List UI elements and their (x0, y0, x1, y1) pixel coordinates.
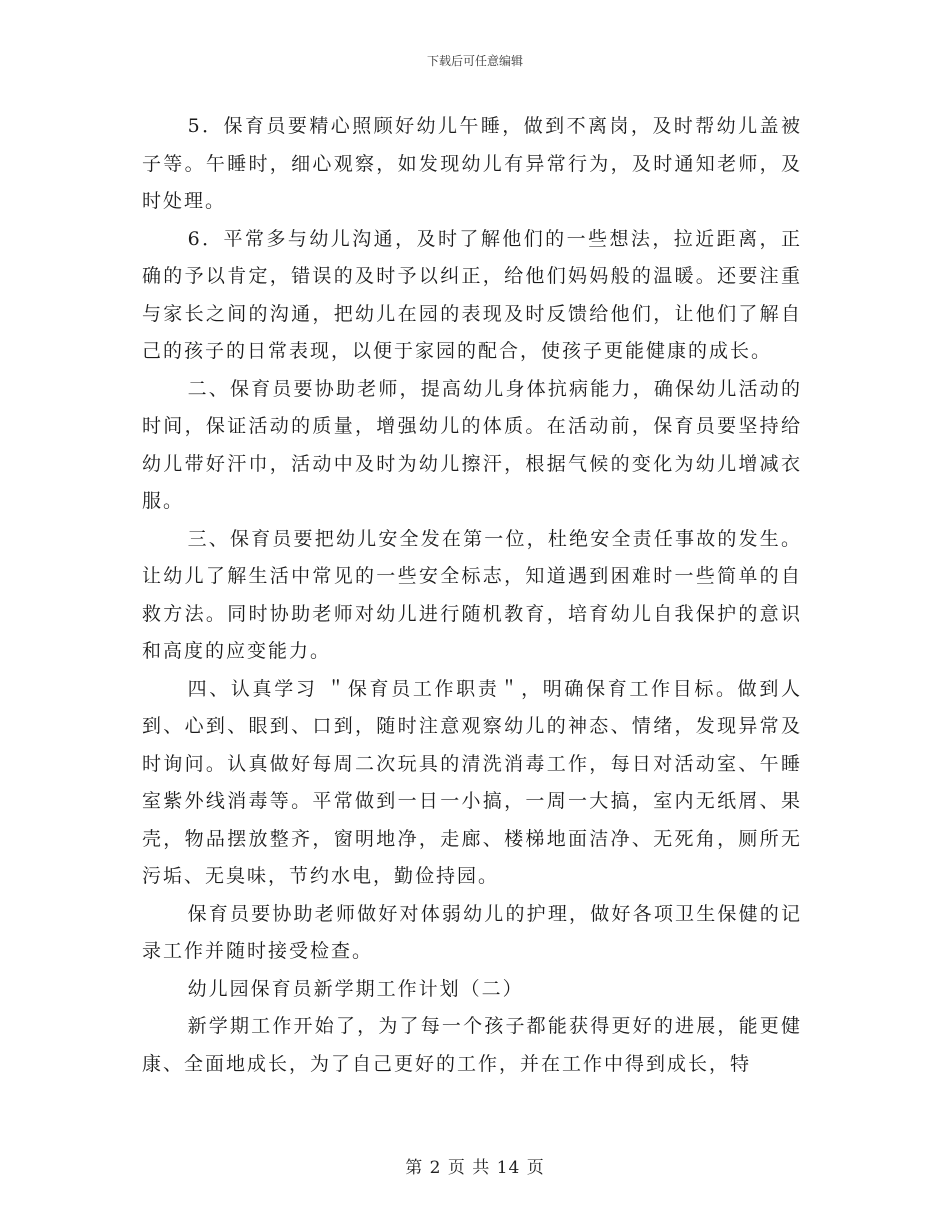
page-number: 第 2 页 共 14 页 (405, 1158, 545, 1178)
paragraph-section-3: 三、保育员要把幼儿安全发在第一位，杜绝安全责任事故的发生。让幼儿了解生活中常见的一些安全标志，知道遇到困难时一些简单的自救方法。同时协助老师对幼儿进行随机教育，培育幼儿自我保护的意识和高度的应变能力。 (142, 527, 802, 662)
paragraph-item-5: 5．保育员要精心照顾好幼儿午睡，做到不离岗，及时帮幼儿盖被子等。午睡时，细心观察，如发现幼儿有异常行为，及时通知老师，及时处理。 (142, 115, 802, 212)
paragraph-closing: 保育员要协助老师做好对体弱幼儿的护理，做好各项卫生保健的记录工作并随时接受检查。 (142, 902, 802, 962)
paragraph-intro: 新学期工作开始了，为了每一个孩子都能获得更好的进展，能更健康、全面地成长，为了自己更好的工作，并在工作中得到成长，特 (142, 1015, 802, 1075)
paragraph-item-6: 6．平常多与幼儿沟通，及时了解他们的一些想法，拉近距离，正确的予以肯定，错误的及时予以纠正，给他们妈妈般的温暖。还要注重与家长之间的沟通，把幼儿在园的表现及时反馈给他们，让他们了解自己的孩子的日常表现，以便于家园的配合，使孩子更能健康的成长。 (142, 227, 802, 362)
section-title: 幼儿园保育员新学期工作计划（二） (187, 977, 524, 1000)
page-header: 下载后可任意编辑 (426, 54, 523, 68)
document-body (142, 108, 802, 1083)
paragraph-section-2: 二、保育员要协助老师，提高幼儿身体抗病能力，确保幼儿活动的时间，保证活动的质量，增强幼儿的体质。在活动前，保育员要坚持给幼儿带好汗巾，活动中及时为幼儿擦汗，根据气候的变化为幼儿增减衣服。 (142, 377, 802, 512)
paragraph-section-4: 四、认真学习 ＂保育员工作职责＂，明确保育工作目标。做到人到、心到、眼到、口到，随时注意观察幼儿的神态、情绪，发现异常及时询问。认真做好每周二次玩具的清洗消毒工作，每日对活动室、午睡室紫外线消毒等。平常做到一日一小搞，一周一大搞，室内无纸屑、果壳，物品摆放整齐，窗明地净，走廊、楼梯地面洁净、无死角，厕所无污垢、无臭味，节约水电，勤俭持园。 (142, 677, 802, 887)
